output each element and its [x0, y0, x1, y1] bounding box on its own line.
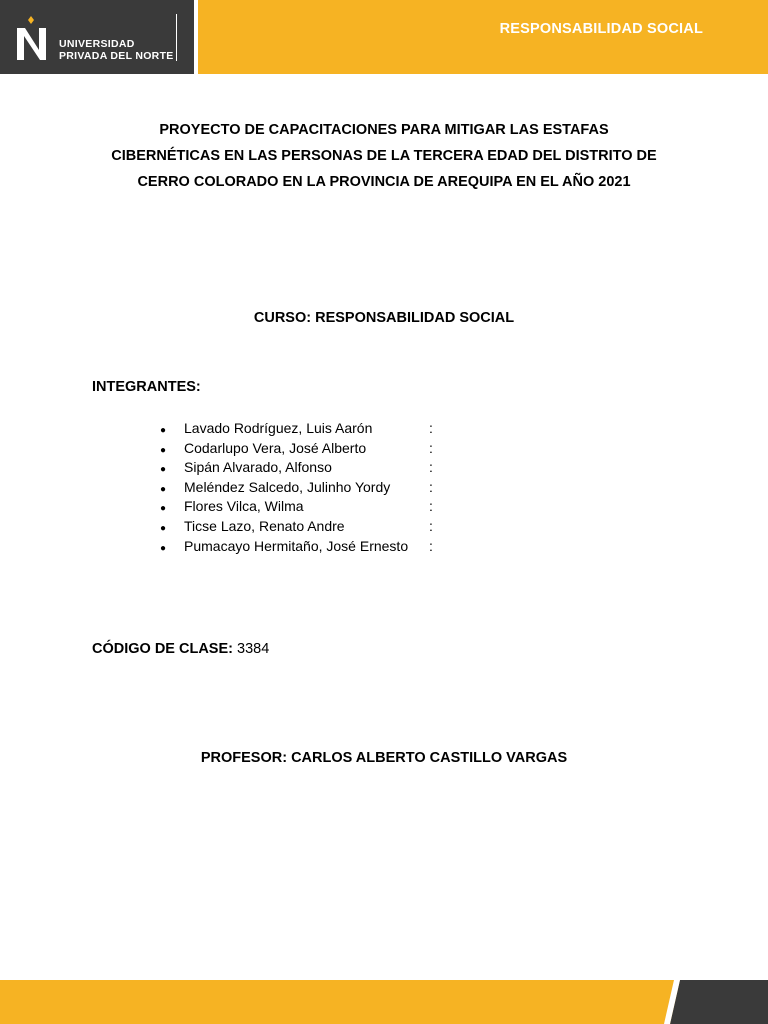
member-name: Sipán Alvarado, Alfonso — [184, 459, 332, 476]
list-item — [160, 419, 433, 439]
bullet-icon: ● — [160, 522, 167, 534]
page-header — [0, 0, 768, 74]
page-footer — [0, 980, 768, 1024]
bullet-icon: ● — [160, 425, 167, 436]
footer-dark-corner — [670, 980, 768, 1024]
logo-divider — [176, 14, 177, 61]
member-name: Flores Vilca, Wilma — [184, 498, 304, 515]
list-item — [160, 517, 433, 537]
list-item — [160, 439, 433, 459]
bullet-icon: ● — [160, 483, 167, 495]
member-separator: : — [429, 420, 433, 436]
member-name: Lavado Rodríguez, Luis Aarón — [184, 420, 373, 436]
list-item — [160, 537, 433, 557]
member-name: Pumacayo Hermitaño, José Ernesto — [184, 537, 409, 554]
header-title: RESPONSABILIDAD SOCIAL — [499, 21, 703, 37]
member-separator: : — [429, 459, 433, 476]
university-name — [59, 38, 174, 62]
university-name-line2: PRIVADA DEL NORTE — [59, 50, 174, 62]
bullet-icon: ● — [160, 444, 167, 456]
bullet-icon: ● — [160, 464, 167, 476]
member-separator: : — [429, 478, 433, 495]
member-name: Ticse Lazo, Renato Andre — [184, 517, 345, 534]
member-separator: : — [429, 439, 433, 456]
member-separator: : — [429, 498, 433, 515]
member-name: Meléndez Salcedo, Julinho Yordy — [184, 478, 391, 495]
member-separator: : — [429, 517, 433, 534]
document-title — [60, 117, 708, 195]
list-item — [160, 478, 433, 498]
member-name: Codarlupo Vera, José Alberto — [184, 439, 367, 456]
university-logo — [0, 0, 194, 74]
class-code-label: CÓDIGO DE CLASE: — [92, 641, 233, 657]
course-heading: CURSO: RESPONSABILIDAD SOCIAL — [253, 310, 515, 326]
professor-name: PROFESOR: CARLOS ALBERTO CASTILLO VARGAS — [200, 750, 568, 766]
class-code-value: 3384 — [237, 641, 270, 657]
list-item — [160, 458, 433, 478]
title-line: CERRO COLORADO EN LA PROVINCIA DE AREQUIPA EN EL AÑO 2021 — [137, 174, 631, 190]
list-item — [160, 497, 433, 517]
member-separator: : — [429, 537, 433, 554]
class-code — [92, 641, 269, 657]
university-n-logo-icon — [15, 16, 49, 62]
bullet-icon: ● — [160, 503, 167, 515]
title-line: PROYECTO DE CAPACITACIONES PARA MITIGAR LAS ESTAFAS — [159, 122, 609, 138]
title-line: CIBERNÉTICAS EN LAS PERSONAS DE LA TERCERA EDAD DEL DISTRITO DE — [111, 148, 657, 164]
footer-bar — [0, 980, 768, 1024]
members-label: INTEGRANTES: — [92, 379, 201, 395]
header-bar — [198, 0, 768, 74]
university-name-line1: UNIVERSIDAD — [59, 38, 135, 50]
bullet-icon: ● — [160, 542, 167, 554]
members-list — [160, 419, 433, 556]
